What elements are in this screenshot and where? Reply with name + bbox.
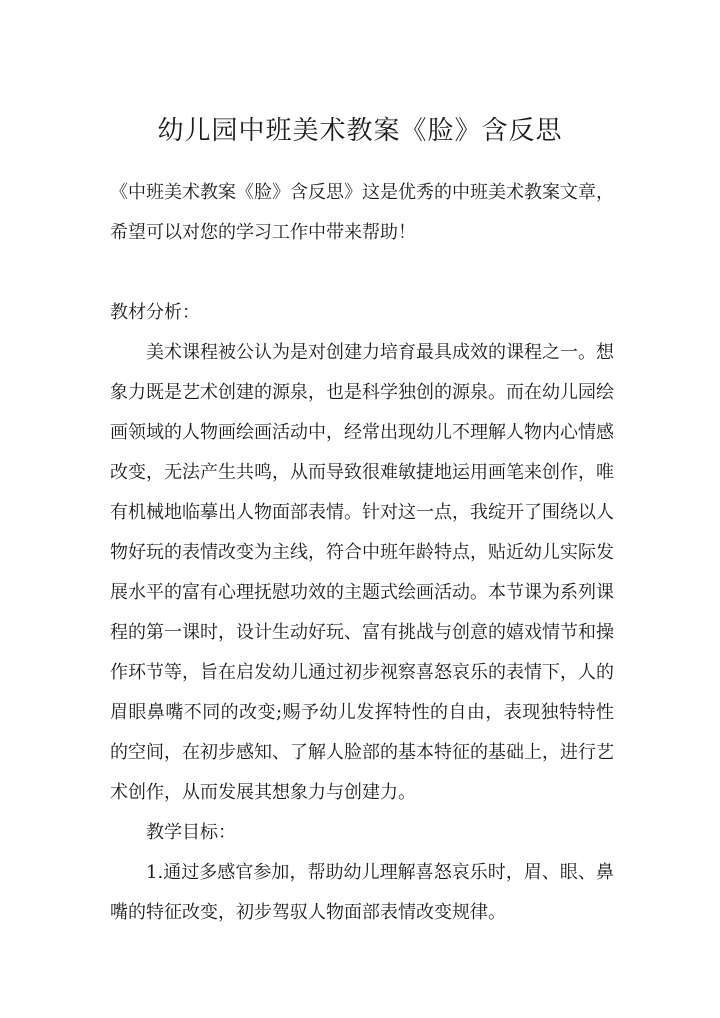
document-body — [110, 173, 614, 933]
intro-paragraph: 《中班美术教案《脸》含反思》这是优秀的中班美术教案文章，希望可以对您的学习工作中带来帮助！ — [110, 182, 614, 243]
document-title: 幼儿园中班美术教案《脸》含反思 — [157, 116, 563, 146]
goal-item-1: 1.通过多感官参加，帮助幼儿理解喜怒哀乐时，眉、眼、鼻嘴的特征改变，初步驾驭人物面部表情改变规律。 — [110, 862, 614, 923]
section-heading-analysis: 教材分析： — [110, 302, 200, 323]
section-heading-goals: 教学目标： — [146, 822, 236, 843]
analysis-paragraph: 美术课程被公认为是对创建力培育最具成效的课程之一。想象力既是艺术创建的源泉，也是科学独创的源泉。而在幼儿园绘画领域的人物画绘画活动中，经常出现幼儿不理解人物内心情感改变，无法产生共鸣，从而导致很难敏捷地运用画笔来创作，唯有机械地临摹出人物面部表情。针对这一点，我绽开了围绕以人物好玩的表情改变为主线，符合中班年龄特点，贴近幼儿实际发展水平的富有心理抚慰功效的主题式绘画活动。本节课为系列课程的第一课时，设计生动好玩、富有挑战与创意的嬉戏情节和操作环节等，旨在启发幼儿通过初步视察喜怒哀乐的表情下，人的眉眼鼻嘴不同的改变;赐予幼儿发挥特性的自由，表现独特特性的空间，在初步感知、了解人脸部的基本特征的基础上，进行艺术创作，从而发展其想象力与创建力。 — [110, 342, 614, 803]
